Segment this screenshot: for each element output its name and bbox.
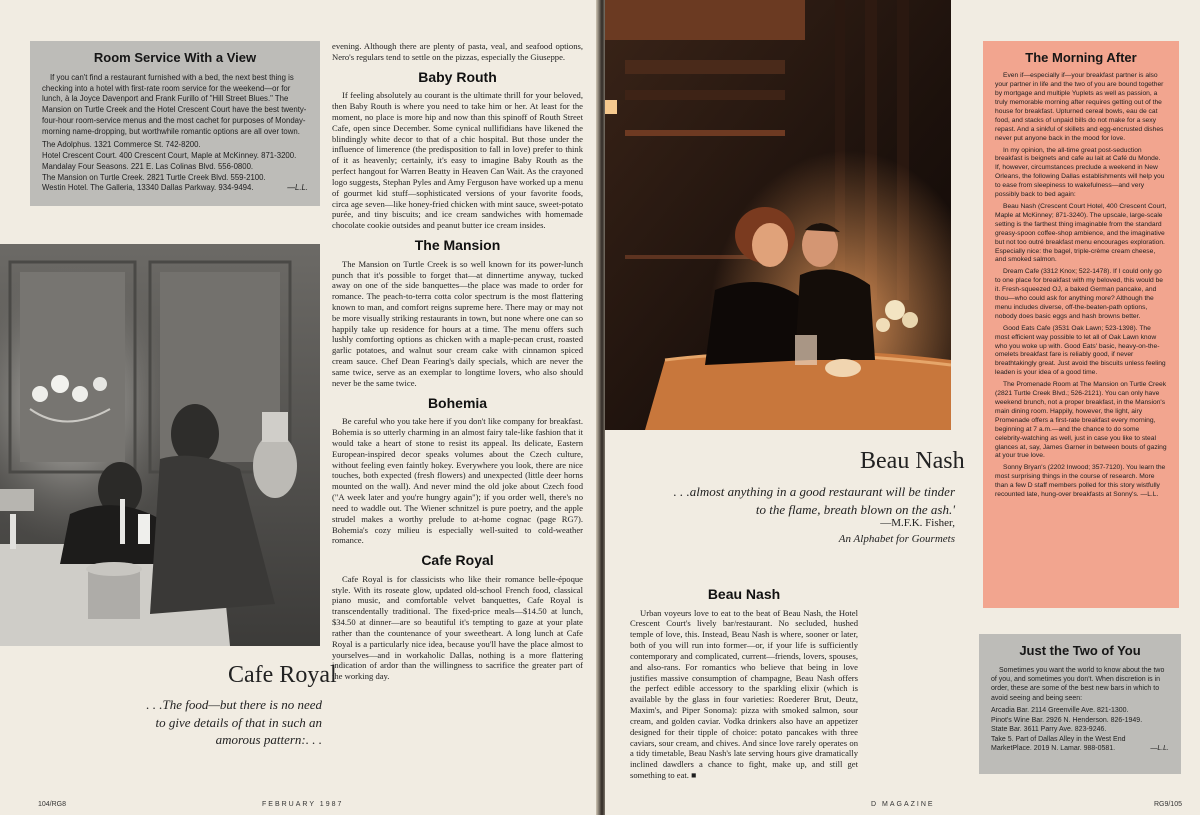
cafe-royal-photo <box>0 244 320 646</box>
left-article-column <box>332 41 583 777</box>
morning-after-para-1: Even if—especially if—your breakfast partner is also your partner in life and the two of you are bound together by mortgage and multiple Yuplets as well as passion, a truly memorable morning after requires getting out of the house for breakfast. Upturned cereal bowls, eau de cat food, and stacks of unpaid bills do not make for a sexy repast. And a sinkful of skillets and egg-encrusted dishes never put anyone back in the mood for love. <box>995 72 1164 142</box>
cafe-royal-text: Cafe Royal is for classicists who like their romance belle-époque style. With its roseate glow, updated old-school French food, classical piano music, and comfortable velvet banquettes, Cafe Royal is transcendentally traditional. The fixed-price meals—$14.50 at lunch, $34.50 at dinner—are so beautiful it's tempting to gaze at your plate rather than the countenance of your sweetheart. A long lunch at Cafe Royal is a particularly nice idea, because you'll have the place almost to yourselves—and in workaholic Dallas, nothing is a more flattering indication of ardor than the willingness to sacrifice the greater part of the working day. <box>332 573 583 682</box>
room-service-sidebar <box>30 41 320 206</box>
beau-nash-caption-book: An Alphabet for Gourmets <box>838 533 955 545</box>
listing-arcadia-bar: Arcadia Bar. 2114 Greenville Ave. 821-1300. <box>991 707 1129 715</box>
room-service-title: Room Service With a View <box>93 50 257 65</box>
morning-after-beau-nash: Beau Nash (Crescent Court Hotel, 400 Crescent Court, Maple at McKinney; 871-3240). The upscale, large-scale setting is the farthest thing imaginable from the standard greasy-spoon coffee-shop ambience, and the imaginative but not too outré breakfast menu encourages exploration. Especially nice: the bagel, triple-crème cream cheese, and smoked salmon. <box>995 202 1167 264</box>
morning-after-para-2: In my opinion, the all-time great post-seduction breakfast is beignets and cafe au lait at Café du Monde. If, however, circumstances preclude a weekend in New Orleans, the following Dallas establishments will help you to ease from sleepiness to wakefulness—and very possibly back to bed again: <box>995 146 1165 199</box>
beau-nash-caption-title: Beau Nash <box>860 448 965 474</box>
mansion-text: The Mansion on Turtle Creek is so well known for its power-lunch punch that it's possible to forget that—at dinnertime anyway, tucked away on one of the side banquettes—the place was made to order for romance. The peach-to-terra cotta color spectrum is the most flattering known to man, and comfort reigns supreme here. There may or may not be more visually striking restaurants in town, but none where one can so happily take up residence for hours at a time. The menu offers such lushly comforting options as chicken with a maple-pecan crust, roasted garlic potatoes, and walnut sour cream cake with cinnamon spiced cream sauce. Chef Dean Fearing's daily specials, which are never the same twice, serve as an exemplar to longtime lovers, who also should never be the same twice. <box>332 258 583 388</box>
listing-state-bar: State Bar. 3611 Parry Ave. 823-9246. <box>991 726 1107 734</box>
cafe-royal-caption-title: Cafe Royal <box>228 662 337 688</box>
listing-crescent-court: Hotel Crescent Court. 400 Crescent Court, Maple at McKinney. 871-3200. <box>42 151 297 161</box>
heading-baby-routh: Baby Routh <box>418 68 497 85</box>
cafe-royal-photo-illustration <box>0 244 320 646</box>
heading-bohemia: Bohemia <box>427 394 488 411</box>
folio-left: 104/RG8 <box>38 801 67 808</box>
nero-continued-text: evening. Although there are plenty of pasta, veal, and seafood options, Nero's regulars tend to settle on the pizzas, especially the Giuseppe. <box>332 41 583 62</box>
listing-adolphus: The Adolphus. 1321 Commerce St. 742-8200. <box>42 140 201 150</box>
two-of-you-signature: —L.L. <box>1150 745 1169 753</box>
two-of-you-sidebar <box>979 634 1181 774</box>
listing-mansion: The Mansion on Turtle Creek. 2821 Turtle Creek Blvd. 559-2100. <box>42 172 266 182</box>
listing-westin: Westin Hotel. The Galleria, 13340 Dallas Parkway. 934-9494. <box>42 183 254 193</box>
listing-pinots-wine-bar: Pinot's Wine Bar. 2926 N. Henderson. 826-1949. <box>991 716 1143 724</box>
room-service-signature: —L.L. <box>287 183 308 193</box>
right-page <box>605 0 1200 815</box>
cafe-royal-caption-quote: . . .The food—but there is no need to give details of that in such an amorous pattern:. . . <box>146 697 322 748</box>
beau-nash-photo <box>605 0 951 430</box>
two-of-you-intro: Sometimes you want the world to know about the two of you, and sometimes you don't. When discretion is in order, these are some of the best new bars in which to avoid seeing and being seen: <box>991 666 1165 702</box>
folio-left-date: FEBRUARY 1987 <box>262 801 344 808</box>
listing-mandalay: Mandalay Four Seasons. 221 E. Las Colinas Blvd. 556-0800. <box>42 161 254 171</box>
heading-the-mansion: The Mansion <box>414 237 501 254</box>
beau-nash-caption-author: —M.F.K. Fisher, <box>880 517 955 529</box>
morning-after-promenade: The Promenade Room at The Mansion on Turtle Creek (2821 Turtle Creek Blvd.; 526-2121). You can only have weekend brunch, not a proper breakfast, in the Mansion's main dining room. Happily, however, the light, airy Promenade offers a first-rate breakfast every morning, beginning at 7 a.m.—and the chance to do some celebrity-watching as well, just in case you like to steal glances at, say, James Garner in between bouts of gazing at your true love. <box>995 381 1167 460</box>
beau-nash-caption-quote: . . .almost anything in a good restaurant will be tinder to the flame, breath blown on the ash.' <box>673 484 955 517</box>
bohemia-text: Be careful who you take here if you don't like company for breakfast. Bohemia is so utterly charming in an almost fairy tale-like fashion that it would take a heart of stone to resist its appeal. Its delicate, Eastern European-inspired decor speaks volumes about the Czech culture, without feeling even faintly hokey. Everywhere you look, there are nice touches, both expected (fresh flowers) and unexpected (little deer horns mounted on the wall). And never mind the old joke about Czech food ("A week later and you're hungry again"); if you order well, there's no need to waddle out. The Wiener schnitzel is pure poetry, and the apple strudel makes a worthy prelude to at-home cognac (page RG7). Bohemia's cozy milieu is especially well-suited to cold-weather romance. <box>332 416 583 546</box>
morning-after-sidebar <box>983 41 1179 608</box>
two-of-you-title: Just the Two of You <box>1019 643 1141 658</box>
morning-after-dream-cafe: Dream Cafe (3312 Knox; 522-1478). If I could only go to one place for breakfast with my beloved, this would be it. Fresh-squeezed OJ, a baked German pancake, and thou—who could ask for anything more? Although the menu includes diverse, off-the-beaten-path options, nobody does basic eggs and hash browns better. <box>995 268 1164 320</box>
morning-after-sonny-bryans: Sonny Bryan's (2202 Inwood; 357-7120). You learn the most surprising things in the course of research. More than a few D staff members polled for this story wistfully recounted late, hung-over breakfasts at Sonny's. —L.L. <box>995 464 1166 499</box>
heading-cafe-royal: Cafe Royal <box>421 552 494 569</box>
morning-after-good-eats: Good Eats Cafe (3531 Oak Lawn; 523-1398). The most efficient way possible to let all of Oak Lawn know who you woke up with. Good Eats' basic, heavy-on-the-omelets breakfast fare is reliably good, if never breathtakingly great. Just avoid the biscuits unless feeling leaden is your idea of a good time. <box>995 324 1166 377</box>
baby-routh-text: If feeling absolutely au courant is the ultimate thrill for your beloved, then Baby Routh is where you need to take him or her. At least for the moment, no place is more hip and now than this spinoff of Routh Street Cafe, open since December. Some cynical nullifidians have likened the blindingly white decor to that of a chic hospital. But those under the influence of limerence (the predisposition to fall in love) prefer to think of it as heavenly; certainly, it's easy to imagine Baby Routh as the perfect hangout for Warren Beatty in Heaven Can Wait. As the crayoned logo suggests, Stephan Pyles and Amy Ferguson have worked up a menu of gourmet kid stuff—sophisticated versions of your favorite foods, circa age seven—like honey-fried chicken with mint sauce, sweet-potato purée, and tiny biscuits; and ice cream sandwiches with homemade chocolate cookie outsides and peanut butter ice cream insides. <box>332 90 583 231</box>
beau-nash-photo-illustration <box>605 0 951 430</box>
beau-nash-text: Urban voyeurs love to eat to the beat of Beau Nash, the Hotel Crescent Court's lively bar/restaurant. No secluded, hushed temple of love, this. Instead, Beau Nash is where, sooner or later, both of you will run into former—or, if your life is sufficiently contemporary and complicated, current—friends, lovers, spouses, and also-rans. For romantics who believe that being in love justifies massive consumption of champagne, Beau Nash offers the perfect edible accessory to the sparkling elixir (which is available by the glass in four varieties: Roederer Brut, Deutz, Maxim's, and Piper Sonoma): pizza with smoked salmon, sour cream, and golden caviar. Vodka drinkers also have an appetizer designed for their tipple of choice: potato pancakes with three caviars, sour cream, and chives. And since love rarely operates on a tidy timetable, Beau Nash's late serving hours give dramatically inclined dawdlers a chance to fight, make up, and still get something to eat. ■ <box>630 607 858 780</box>
folio-right: RG9/105 <box>1153 801 1182 808</box>
beau-nash-article <box>630 580 858 780</box>
folio-magazine-name: D MAGAZINE <box>871 801 935 808</box>
heading-beau-nash: Beau Nash <box>707 586 781 602</box>
listing-take-5: Take 5. Part of Dallas Alley in the West End MarketPlace. 2019 N. Lamar. 988-0581. <box>991 735 1126 753</box>
room-service-intro: If you can't find a restaurant furnished with a bed, the next best thing is checking into a hotel with first-rate room service for the weekend—or for lunch, à la Joyce Davenport and Frank Furillo of "Hill Street Blues." The Mansion on Turtle Creek and the Hotel Crescent Court have the best twenty-four-hour room-service menus and the most cachet for purposes of Monday-morning name-dropping, but worthwhile romantic options are all over town. <box>42 72 307 136</box>
morning-after-title: The Morning After <box>1025 50 1137 65</box>
